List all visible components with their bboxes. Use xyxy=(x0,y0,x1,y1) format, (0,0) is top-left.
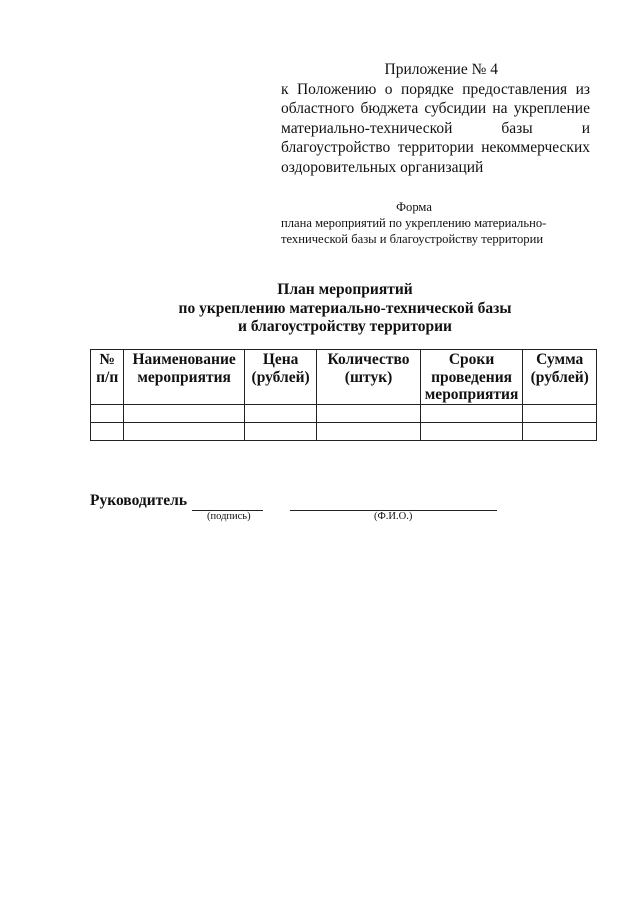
table-cell xyxy=(91,422,124,440)
table-cell xyxy=(317,422,420,440)
table-row xyxy=(91,422,597,440)
plan-title-line-3: и благоустройству территории xyxy=(238,318,452,335)
header-quantity: Количество (штук) xyxy=(317,350,420,405)
header-number: № п/п xyxy=(91,350,124,405)
appendix-text: к Положению о порядке предоставления из областного бюджета субсидии на укрепление материально-технической базы и благоустройство территории некоммерческих оздоровительных организаций xyxy=(281,80,590,176)
appendix-block xyxy=(281,60,590,177)
form-label: Форма xyxy=(396,200,432,214)
table-cell xyxy=(244,404,317,422)
table-cell xyxy=(523,422,597,440)
plan-title-line-2: по укреплению материально-технической базы xyxy=(178,299,512,317)
header-event-name: Наименование мероприятия xyxy=(124,350,244,405)
form-description: плана мероприятий по укреплению материально-технической базы и благоустройству территории xyxy=(281,216,547,246)
plan-title-line-1: План мероприятий xyxy=(277,281,413,298)
table-cell xyxy=(420,422,523,440)
table-cell xyxy=(317,404,420,422)
header-sum: Сумма (рублей) xyxy=(523,350,597,405)
header-dates: Сроки проведения мероприятия xyxy=(420,350,523,405)
table-cell xyxy=(420,404,523,422)
appendix-title: Приложение № 4 xyxy=(384,61,498,78)
name-caption: (Ф.И.О.) xyxy=(374,511,413,522)
header-price: Цена (рублей) xyxy=(244,350,317,405)
table-cell xyxy=(124,422,244,440)
plan-title xyxy=(90,281,600,337)
table-header-row xyxy=(91,350,597,405)
table-cell xyxy=(91,404,124,422)
table-cell xyxy=(523,404,597,422)
table-cell xyxy=(244,422,317,440)
form-block xyxy=(281,199,581,247)
plan-table xyxy=(90,349,597,441)
table-row xyxy=(91,404,597,422)
signature-block xyxy=(90,492,510,532)
signature-label: Руководитель xyxy=(90,492,188,509)
signature-caption: (подпись) xyxy=(207,511,251,522)
table-cell xyxy=(124,404,244,422)
